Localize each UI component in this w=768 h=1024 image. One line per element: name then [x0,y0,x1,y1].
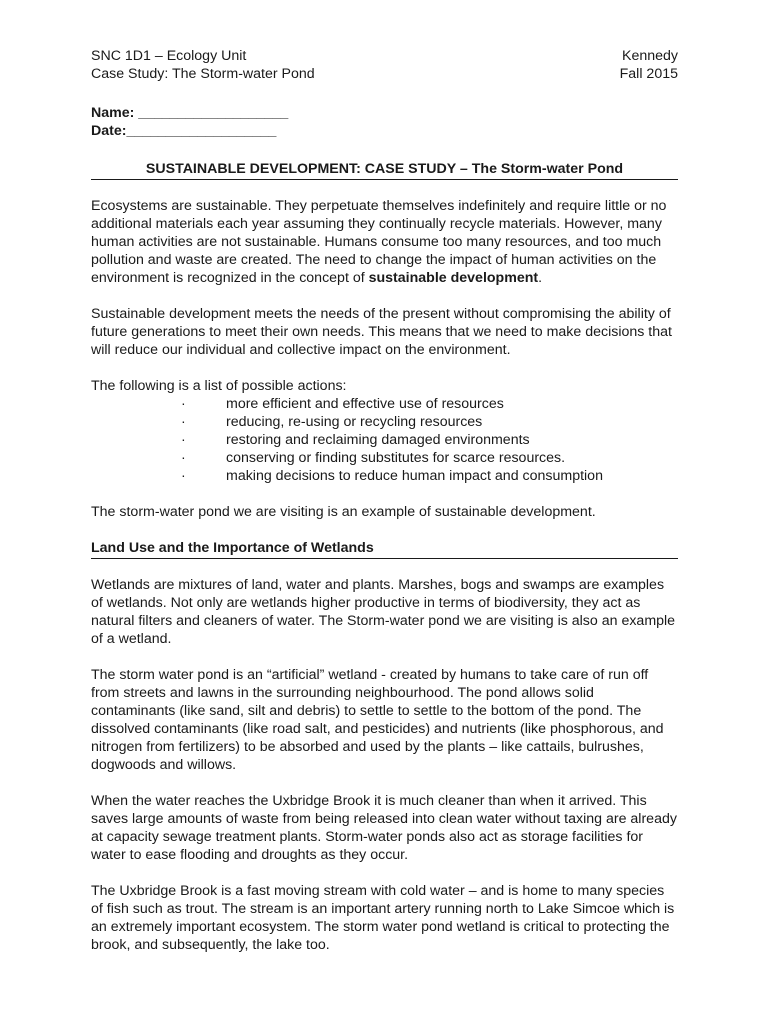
intro-paragraph-1 [91,197,678,287]
bullet-icon: · [181,468,186,484]
list-item-text: reducing, re-using or recycling resources [226,414,483,430]
date-field: Date:___________________ [91,123,277,139]
header-row-2 [91,65,678,83]
name-date-block [91,104,678,140]
list-item-text: restoring and reclaiming damaged environments [226,432,530,448]
intro-paragraph-1-end: . [538,270,543,286]
wetlands-section-heading: Land Use and the Importance of Wetlands [91,539,678,559]
name-field: Name: ___________________ [91,105,289,121]
list-item [91,467,678,485]
bullet-icon: · [181,432,186,448]
header-row-1 [91,47,678,65]
bullet-icon: · [181,450,186,466]
list-item [91,449,678,467]
sustainable-development-term: sustainable development [368,270,539,286]
actions-list [91,395,678,485]
list-item [91,413,678,431]
intro-paragraph-1-text: Ecosystems are sustainable. They perpetuate themselves indefinitely and require little or no additional materials each year assuming they continually recycle materials. However, many human activities are not sustainable. Humans consume too many resources, and too much pollution and waste are created. The need to change the impact of human activities on the environment is recognized in the concept of [91,198,667,286]
list-item-text: conserving or finding substitutes for scarce resources. [226,450,566,466]
teacher-label: Kennedy [621,48,678,64]
wetlands-paragraph-2: The storm water pond is an “artificial” wetland - created by humans to take care of run off from streets and lawns in the surrounding neighbourhood. The pond allows solid contaminants (like sand, silt and debris) to settle to settle to the bottom of the pond. The dissolved contaminants (like road salt, and pesticides) and nutrients (like phosphorous, and nitrogen from fertilizers) to be absorbed and used by the plants – like cattails, bulrushes, dogwoods and willows. [91,667,664,773]
bullet-icon: · [181,396,186,412]
term-label: Fall 2015 [619,66,678,82]
wetlands-paragraph-1: Wetlands are mixtures of land, water and plants. Marshes, bogs and swamps are examples of wetlands. Not only are wetlands higher productive in terms of biodiversity, they act as natural filters and cleaners of water. The Storm-water pond we are visiting is also an example of a wetland. [91,577,676,647]
course-label: SNC 1D1 – Ecology Unit [91,48,247,64]
list-item-text: more efficient and effective use of resources [226,396,504,412]
list-item-text: making decisions to reduce human impact and consumption [226,468,603,484]
document-page [91,47,678,954]
wetlands-paragraph-3: When the water reaches the Uxbridge Brook it is much cleaner than when it arrived. This saves large amounts of waste from being released into clean water without taxing are already at capacity sewage treatment plants. Storm-water ponds also act as storage facilities for water to ease flooding and droughts as they occur. [91,793,677,863]
list-item [91,431,678,449]
document-title: SUSTAINABLE DEVELOPMENT: CASE STUDY – The Storm-water Pond [91,160,678,180]
case-study-label: Case Study: The Storm-water Pond [91,66,315,82]
wetlands-paragraph-4: The Uxbridge Brook is a fast moving stream with cold water – and is home to many species of fish such as trout. The stream is an important artery running north to Lake Simcoe which is an extremely important ecosystem. The storm water pond wetland is critical to protecting the brook, and subsequently, the lake too. [91,883,675,953]
intro-paragraph-2: Sustainable development meets the needs of the present without compromising the ability of future generations to meet their own needs. This means that we need to make decisions that will reduce our individual and collective impact on the environment. [91,306,672,358]
list-item [91,395,678,413]
intro-paragraph-3: The storm-water pond we are visiting is an example of sustainable development. [91,504,596,520]
actions-list-intro: The following is a list of possible actions: [91,378,347,394]
bullet-icon: · [181,414,186,430]
